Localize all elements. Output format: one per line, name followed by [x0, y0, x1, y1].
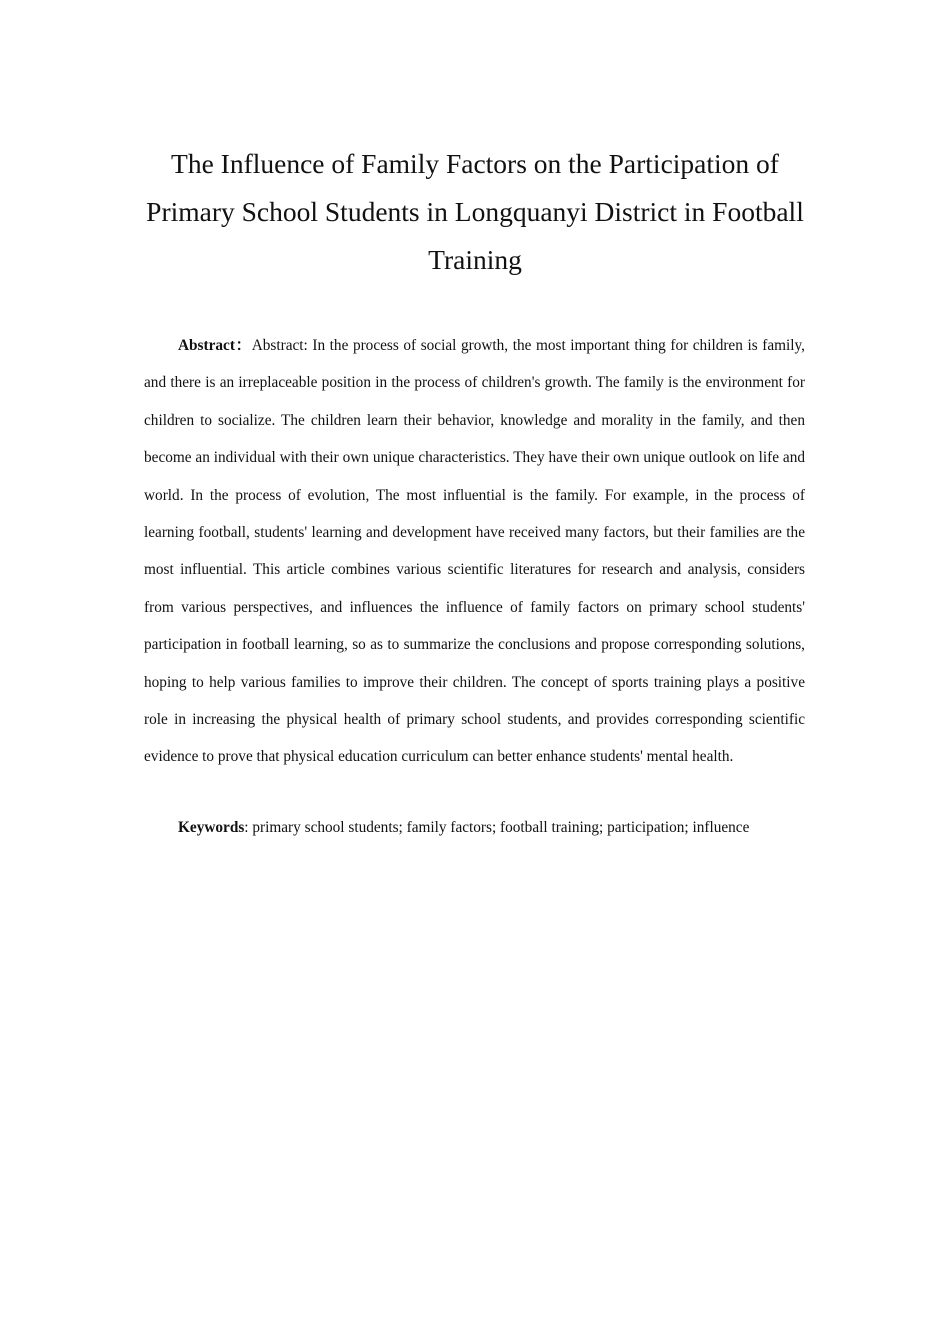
keywords-label: Keywords [178, 819, 245, 836]
abstract-label: Abstract： [178, 337, 252, 354]
paper-title: The Influence of Family Factors on the Participation of Primary School Students in Longquanyi District in Football Training [146, 148, 804, 275]
keywords-text: : primary school students; family factors; football training; participation; influence [244, 819, 750, 836]
keywords-paragraph [144, 812, 805, 844]
abstract-paragraph [144, 327, 805, 776]
abstract-text: Abstract: In the process of social growth, the most important thing for children is family, and there is an irreplaceable position in the process of children's growth. The family is the environment for children to socialize. The children learn their behavior, knowledge and morality in the family, and then become an individual with their own unique characteristics. They have their own unique outlook on life and world. In the process of evolution, The most influential is the family. For example, in the process of learning football, students' learning and development have received many factors, but their families are the most influential. This article combines various scientific literatures for research and analysis, considers from various perspectives, and influences the influence of family factors on primary school students' participation in football learning, so as to summarize the conclusions and propose corresponding solutions, hoping to help various families to improve their children. The concept of sports training plays a positive role in increasing the physical health of primary school students, and provides corresponding scientific evidence to prove that physical education curriculum can better enhance students' mental health. [144, 337, 805, 766]
